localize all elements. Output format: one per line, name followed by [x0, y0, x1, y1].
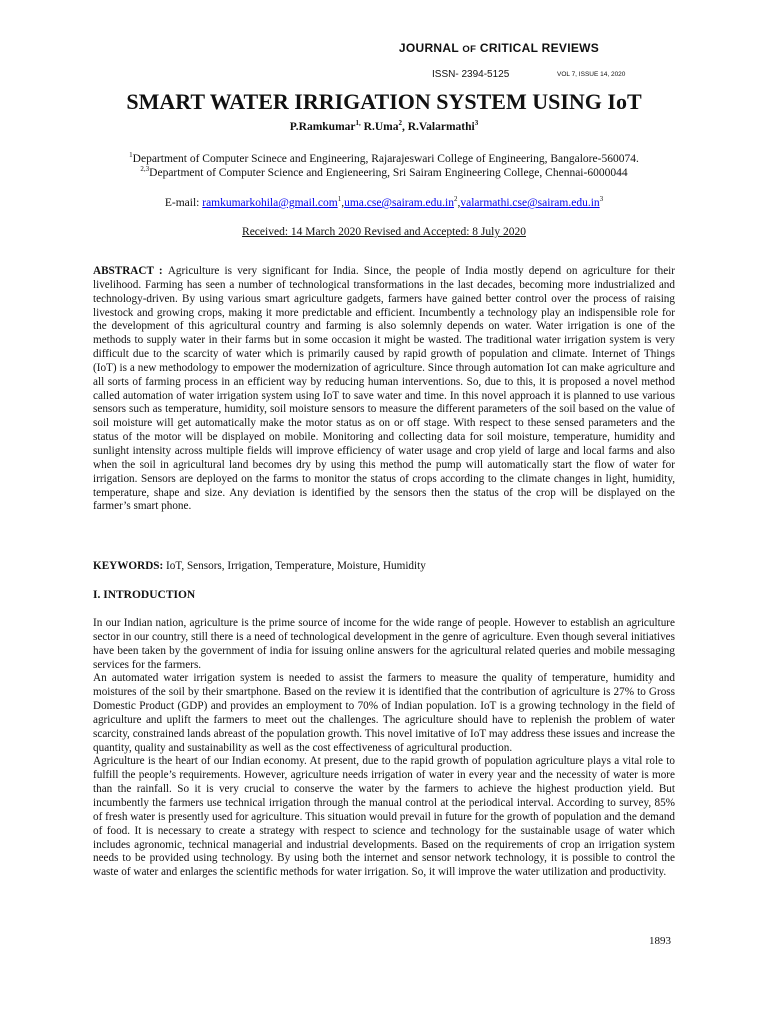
email-line: E-mail: $ramkumarkohila@gmail.com^1,uma.cse@sairam.edu.in^2,valarmathi.cse@sairam.edu.in^3$: [164, 195, 604, 209]
email-link-1[interactable]: ramkumarkohila@gmail.com: [202, 197, 338, 209]
abstract: [93, 265, 675, 514]
email-sup: 1: [337, 195, 342, 203]
author-list: P.Ramkumar$^{1,}$ R.Uma$^2$, R.Valarmathi$^3$: [289, 119, 479, 133]
journal-name-of: OF: [462, 44, 477, 55]
author-sup: 3: [474, 119, 479, 127]
author-name: R.Uma: [363, 121, 399, 133]
introduction-body: [93, 617, 675, 880]
section-heading-introduction: I. INTRODUCTION: [93, 589, 196, 601]
keywords: [93, 560, 675, 574]
paragraph: An automated water irrigation system is needed to assist the farmers to measure the quality of temperature, humidity and moistures of the soil by their smartphone. Based on the review it is identified that the contribution of agriculture is 27% to Gross Domestic Product (GDP) and provides an employment to 70% of Indian population. IoT is a growing technology in the field of agriculture and uplift the farmers to meet out the challenges. The agriculture should have to replenish the problem of water scarcity, constrained lands abreast of the population growth. This novel imitative of IoT may address these issues and increase the quantity, quality and sustainability as well as the cost effectiveness of agricultural production.: [93, 672, 675, 754]
email-link-3[interactable]: valarmathi.cse@sairam.edu.in: [460, 197, 600, 209]
author-sup: 2: [398, 119, 402, 127]
affiliation-sup: 1: [129, 151, 133, 159]
journal-name: [0, 41, 768, 55]
email-link-2[interactable]: uma.cse@sairam.edu.in: [344, 197, 454, 209]
volume-issue: VOL 7, ISSUE 14, 2020: [557, 71, 626, 78]
page-number: 1893: [649, 935, 671, 947]
journal-name-part1: JOURNAL: [398, 41, 463, 55]
affiliation-text: Department of Computer Science and Engieneering, Sri Sairam Engineering College, Chennai-6000044: [149, 167, 628, 179]
email-label: E-mail:: [164, 197, 203, 209]
received-date: Received: 14 March 2020 Revised and Accepted: 8 July 2020: [242, 226, 526, 238]
author-name: R.Valarmathi: [407, 121, 475, 133]
keywords-label: KEYWORDS:: [93, 560, 167, 572]
affiliation-sup: 2,3: [140, 165, 150, 173]
paragraph: In our Indian nation, agriculture is the prime source of income for the wide range of people. However to establish an agriculture sector in our country, still there is a need of technological development in the genre of agriculture. Even though several initiatives have been taken by the government of india for issuing online answers for the agricultural related queries and mobile messaging services for the farmers.: [93, 617, 675, 671]
journal-name-part2: CRITICAL REVIEWS: [476, 41, 600, 55]
abstract-label: ABSTRACT :: [93, 265, 168, 277]
author-sup: 1,: [355, 119, 361, 127]
issn: ISSN- 2394-5125: [432, 69, 510, 80]
paragraph: Agriculture is the heart of our Indian economy. At present, due to the rapid growth of population agriculture plays a vital role to fulfill the people’s requirements. However, agriculture needs irrigation of water in every year and the necessity of water is more than the rainfall. So it is very crucial to conserve the water by the farmers to achieve the highest production yield. But incumbently the farmers use technical irrigation through the manual control at the periodical interval. According to survey, 85% of fresh water is presently used for agriculture. This situation would prevail in future for the growth of population and the demand of food. It is necessary to create a strategy with respect to science and technology for the sustainable usage of water which includes agronomic, technical managerial and industrial developments. Based on the requirements of crop an irrigation system needs to be provided using technology. By using both the internet and sensor network technology, it is possible to control the waste of water and enlarges the scientific methods for water irrigation. So, it will improve the water utilization and productivity.: [93, 755, 676, 879]
affiliation-1: [0, 153, 768, 165]
email-sup: 3: [599, 195, 604, 203]
abstract-text: Agriculture is very significant for India. Since, the people of India mostly depend on agriculture for their livelihood. Farming has seen a number of technological transformations in the last decades, becoming more industrialized and technology-driven. By using various smart agriculture gadgets, farmers have gained better control over the process of raising livestock and growing crops, making it more predictable and efficient. Incumbently a technology play an indispensible role for the development of this agricultural country and farming is also solemnly depends on water. Water irrigation is one of the methods to supply water in their farms but in some occasion it might be wasted. The traditional water irrigation system is very difficult due to the scarcity of water which is primarily caused by rapid growth of population and climate. Internet of Things (IoT) is a new methodology to empower the modernization of agriculture. Since through automation Iot can make agriculture and all sorts of farming process in an efficient way by reducing human interventions. So, due to this, it is proposed a novel method called automation of water irrigation system using IoT to save water and time. In this novel approach it is planned to use various sensors such as temperature, humidity, soil moisture sensors to measure the different parameters of the soil based on the value of soil moisture will get automatically make the motor status as on or off stage. With respect to these sensed parameters and the status of the motor will be displayed on mobile. Monitoring and collecting data for soil moisture, temperature, humidity and sunlight intensity across multiple fields will improve efficiency of water usage and crop yield of large and local farms and also when the soil in agricultural land becomes dry by using this method the pump will automatically start the flow of water for irrigation. Sensors are deployed on the farms to monitor the status of crops according to the climate changes in light, humidity, temperature, shape and size. Any deviation is identified by the sensors then the status of the crop will be displayed on the farmer’s smart phone.: [93, 265, 675, 513]
email-sup: 2: [453, 195, 458, 203]
affiliation-2: [0, 167, 768, 179]
paper-title: SMART WATER IRRIGATION SYSTEM USING IoT: [126, 89, 642, 114]
author-name: P.Ramkumar: [289, 121, 356, 133]
keywords-text: IoT, Sensors, Irrigation, Temperature, Moisture, Humidity: [166, 560, 426, 572]
affiliation-text: Department of Computer Scinece and Engineering, Rajarajeswari College of Engineering, Bangalore-560074.: [132, 153, 639, 165]
